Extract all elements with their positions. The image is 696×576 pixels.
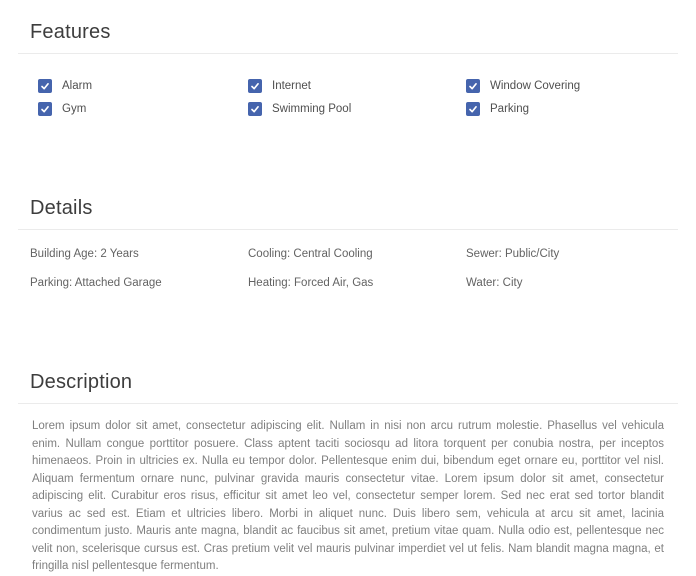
check-icon [250, 81, 260, 91]
feature-label: Gym [62, 103, 87, 115]
feature-label: Window Covering [490, 80, 581, 92]
details-column [466, 248, 678, 306]
feature-item-swimming-pool [248, 102, 466, 116]
feature-checkbox[interactable] [38, 79, 52, 93]
feature-checkbox[interactable] [466, 102, 480, 116]
features-column [248, 79, 466, 125]
features-section-title: Features [30, 21, 111, 43]
description-section-title: Description [30, 371, 133, 393]
features-column [38, 79, 248, 125]
feature-label: Alarm [62, 80, 93, 92]
features-column [466, 79, 678, 125]
features-section [18, 22, 678, 125]
section-divider [18, 53, 678, 54]
feature-item-gym [38, 102, 248, 116]
section-divider [18, 403, 678, 404]
feature-item-window-covering [466, 79, 678, 93]
feature-checkbox[interactable] [248, 79, 262, 93]
detail-item-water: Water: City [466, 277, 523, 289]
details-grid [30, 248, 678, 306]
check-icon [468, 104, 478, 114]
feature-label: Internet [272, 80, 311, 92]
feature-item-parking [466, 102, 678, 116]
feature-checkbox[interactable] [466, 79, 480, 93]
details-section-title: Details [30, 197, 93, 219]
check-icon [40, 104, 50, 114]
feature-checkbox[interactable] [38, 102, 52, 116]
details-column [30, 248, 248, 306]
feature-checkbox[interactable] [248, 102, 262, 116]
feature-item-alarm [38, 79, 248, 93]
details-section [18, 198, 678, 306]
features-grid [38, 79, 678, 125]
check-icon [40, 81, 50, 91]
description-text: Lorem ipsum dolor sit amet, consectetur adipiscing elit. Nullam in nisi non arcu rutrum molestie. Phasellus vel vehicula enim. Nullam congue porttitor posuere. Class aptent taciti sociosqu ad litora torquent per conubia nostra, per inceptos himenaeos. Proin in ultricies ex. Nulla eu tempor dolor. Pellentesque enim dui, bibendum eget ornare eu, porttitor vel nisl. Aliquam fermentum ornare nunc, pulvinar gravida mauris consectetur vitae. Lorem ipsum dolor sit amet, consectetur adipiscing elit. Curabitur eros risus, efficitur sit amet leo vel, consectetur semper lorem. Sed nec erat sed tortor blandit varius ac sed est. Etiam et ultricies libero. Morbi in aliquet nunc. Duis libero sem, vehicula at arcu sit amet, lacinia condimentum justo. Mauris ante magna, blandit ac faucibus sit amet, pretium vitae quam. Nulla odio est, pellentesque nec velit non, scelerisque cursus est. Cras pretium velit vel mauris pulvinar imperdiet vel ut felis. Nam blandit magna magna, et fringilla nisl pellentesque fermentum. [32, 420, 664, 572]
detail-item-building-age: Building Age: 2 Years [30, 248, 139, 260]
section-divider [18, 229, 678, 230]
detail-item-cooling: Cooling: Central Cooling [248, 248, 373, 260]
feature-label: Parking [490, 103, 529, 115]
detail-item-heating: Heating: Forced Air, Gas [248, 277, 374, 289]
check-icon [250, 104, 260, 114]
detail-item-sewer: Sewer: Public/City [466, 248, 560, 260]
feature-label: Swimming Pool [272, 103, 352, 115]
feature-item-internet [248, 79, 466, 93]
description-section [18, 372, 678, 576]
details-column [248, 248, 466, 306]
detail-item-parking: Parking: Attached Garage [30, 277, 162, 289]
check-icon [468, 81, 478, 91]
